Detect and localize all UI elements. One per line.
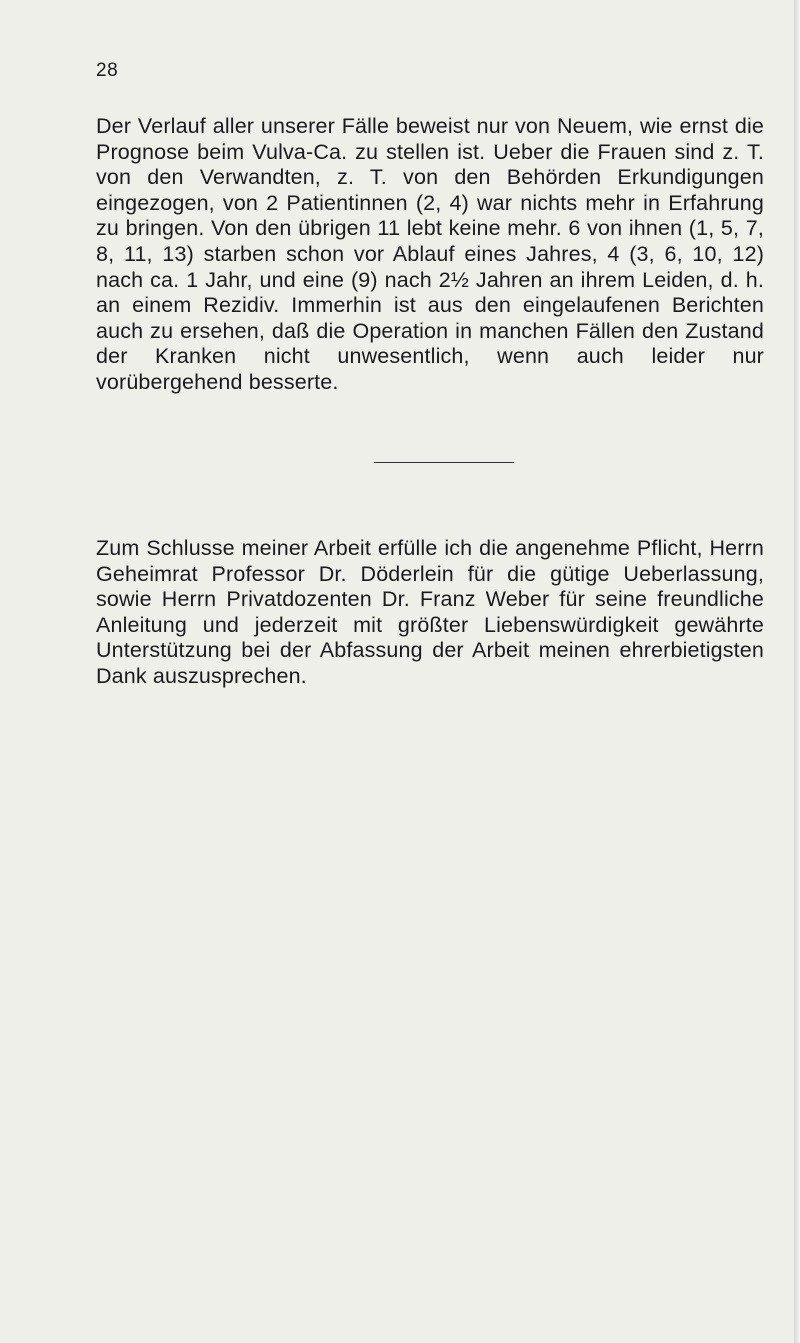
page-edge-shadow [794, 0, 800, 1343]
paragraph-prognosis: Der Verlauf aller unserer Fälle beweist nur von Neuem, wie ernst die Prognose beim Vulva-Ca. zu stellen ist. Ueber die Frauen sind z. T. von den Verwandten, z. T. von den Behörden Erkundigungen eingezogen, von 2 Patientinnen (2, 4) war nichts mehr in Erfahrung zu bringen. Von den übrigen 11 lebt keine mehr. 6 von ihnen (1, 5, 7, 8, 11, 13) starben schon vor Ablauf eines Jahres, 4 (3, 6, 10, 12) nach ca. 1 Jahr, und eine (9) nach 2½ Jahren an ihrem Leiden, d. h. an einem Rezidiv. Immerhin ist aus den eingelaufenen Berichten auch zu ersehen, daß die Operation in manchen Fällen den Zustand der Kranken nicht unwesentlich, wenn auch leider nur vorübergehend besserte. [96, 114, 764, 394]
page-number: 28 [96, 60, 119, 81]
section-divider [374, 462, 514, 463]
paragraph-acknowledgement: Zum Schlusse meiner Arbeit erfülle ich die angenehme Pflicht, Herrn Geheimrat Professor Dr. Döderlein für die gütige Ueberlassung, sowie Herrn Privatdozenten Dr. Franz Weber für seine freundliche Anleitung und jederzeit mit größter Liebenswürdigkeit gewährte Unterstützung bei der Abfassung der Arbeit meinen ehrerbietigsten Dank auszusprechen. [96, 536, 764, 688]
